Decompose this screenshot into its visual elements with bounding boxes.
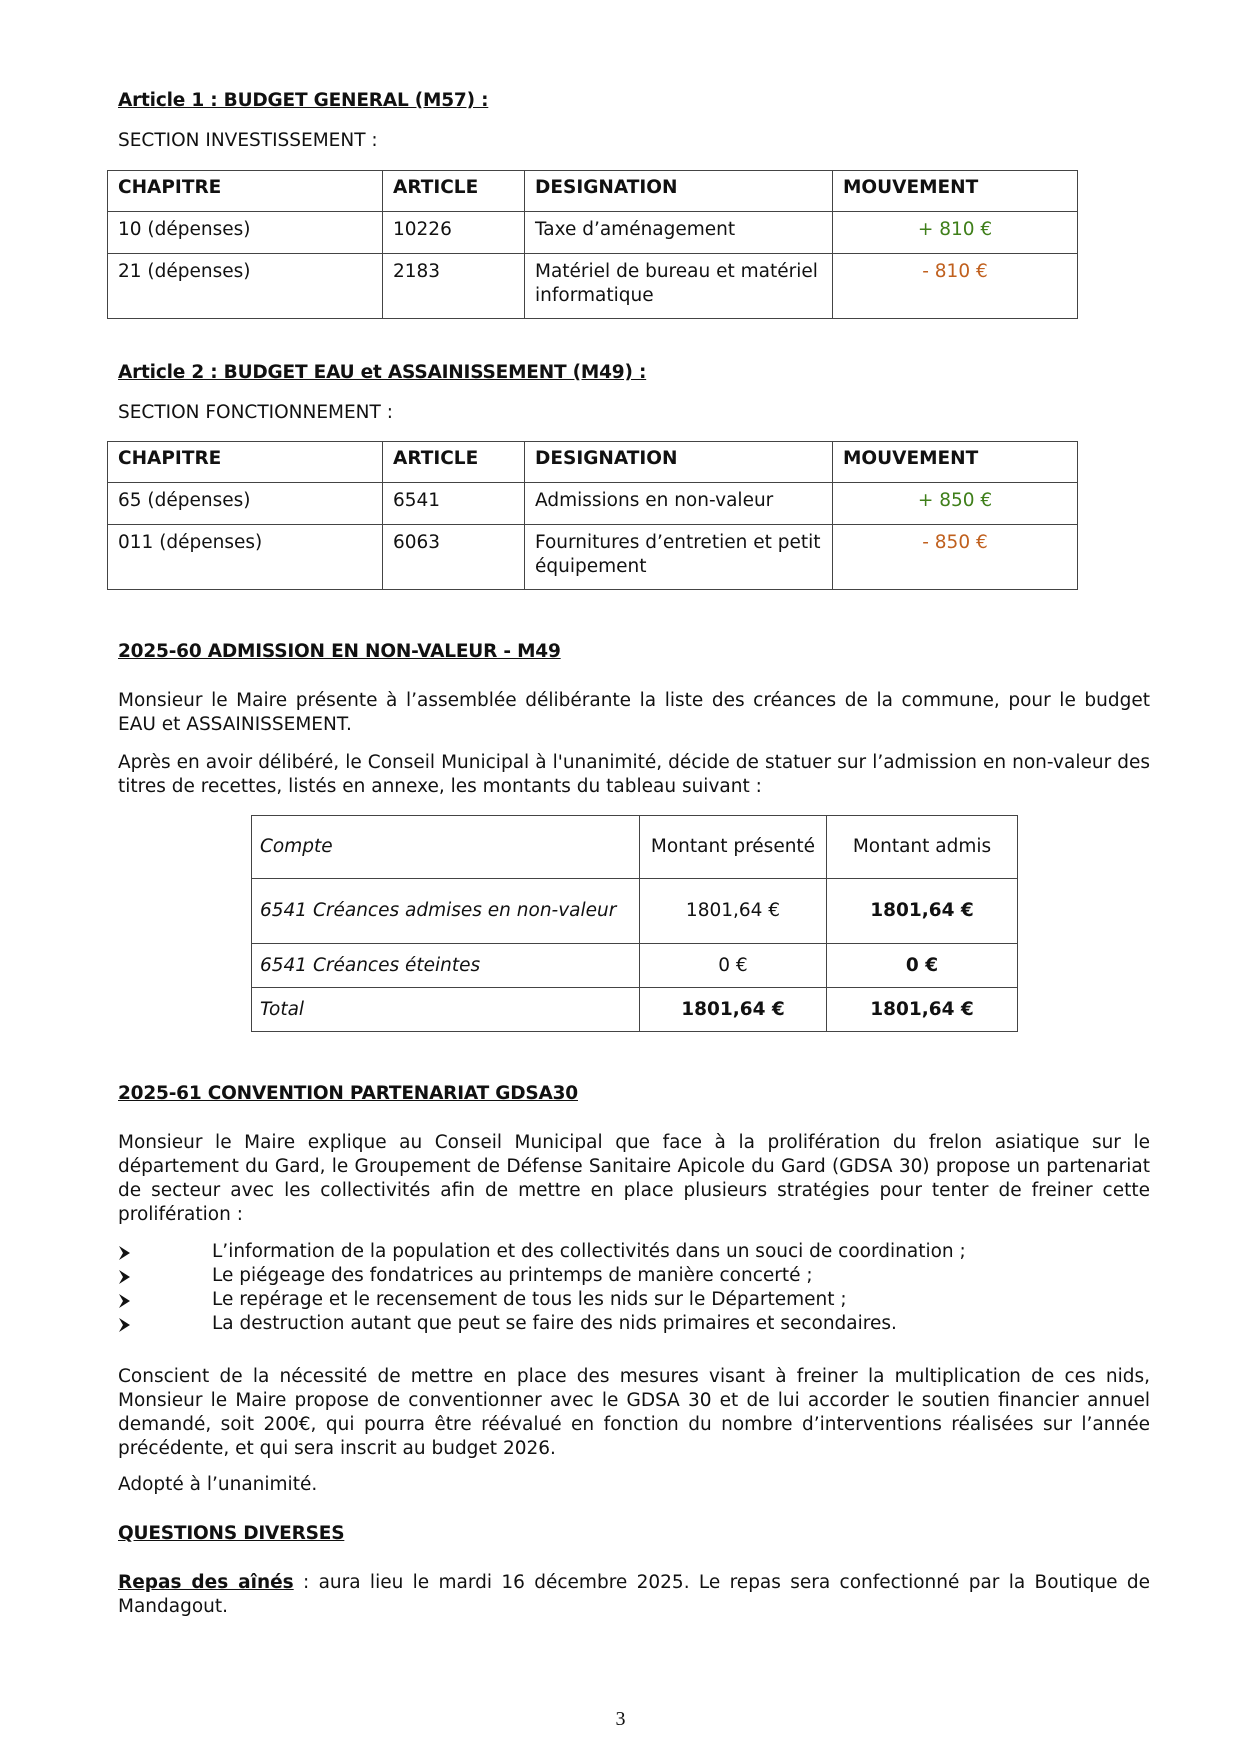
cell-article: 6063 bbox=[383, 525, 525, 590]
header-mouvement: MOUVEMENT bbox=[833, 442, 1078, 483]
cell-montant-presente: 1801,64 € bbox=[640, 988, 827, 1032]
table-row bbox=[108, 525, 1078, 590]
table-row bbox=[252, 879, 1018, 944]
cell-mouvement: + 810 € bbox=[833, 212, 1078, 254]
cell-chapitre: 10 (dépenses) bbox=[108, 212, 383, 254]
table-row-total bbox=[252, 988, 1018, 1032]
table-row bbox=[108, 483, 1078, 525]
header-designation: DESIGNATION bbox=[525, 171, 833, 212]
cell-article: 6541 bbox=[383, 483, 525, 525]
cell-chapitre: 011 (dépenses) bbox=[108, 525, 383, 590]
cell-chapitre: 21 (dépenses) bbox=[108, 254, 383, 319]
header-designation: DESIGNATION bbox=[525, 442, 833, 483]
cell-designation: Matériel de bureau et matériel informatique bbox=[525, 254, 833, 319]
deliberation60-para1: Monsieur le Maire présente à l’assemblée délibérante la liste des créances de la commune, pour le budget EAU et ASSAINISSEMENT. bbox=[118, 690, 1150, 735]
bullet-text: Le repérage et le recensement de tous les nids sur le Département ; bbox=[212, 1289, 847, 1310]
bullet-text: L’information de la population et des collectivités dans un souci de coordination ; bbox=[212, 1241, 966, 1262]
cell-compte: 6541 Créances éteintes bbox=[252, 944, 640, 988]
header-montant-admis: Montant admis bbox=[827, 816, 1018, 879]
deliberation61-vote: Adopté à l’unanimité. bbox=[118, 1474, 318, 1495]
deliberation60-para2: Après en avoir délibéré, le Conseil Municipal à l'unanimité, décide de statuer sur l’admission en non-valeur des titres de recettes, listés en annexe, les montants du tableau suivant : bbox=[118, 752, 1150, 797]
cell-montant-presente: 0 € bbox=[640, 944, 827, 988]
cell-mouvement: - 850 € bbox=[833, 525, 1078, 590]
arrowhead-bullet-icon bbox=[118, 1312, 132, 1341]
cell-montant-presente: 1801,64 € bbox=[640, 879, 827, 944]
cell-designation: Fournitures d’entretien et petit équipement bbox=[525, 525, 833, 590]
cell-article: 10226 bbox=[383, 212, 525, 254]
bullet-text: La destruction autant que peut se faire des nids primaires et secondaires. bbox=[212, 1313, 897, 1334]
header-compte: Compte bbox=[252, 816, 640, 879]
cell-montant-admis: 0 € bbox=[827, 944, 1018, 988]
deliberation60-title: 2025-60 ADMISSION EN NON-VALEUR - M49 bbox=[118, 641, 561, 662]
article2-section: SECTION FONCTIONNEMENT : bbox=[118, 402, 393, 423]
cell-montant-admis: 1801,64 € bbox=[827, 879, 1018, 944]
table-row bbox=[252, 944, 1018, 988]
repas-text: : aura lieu le mardi 16 décembre 2025. Le repas sera confectionné par la Boutique de Mandagout. bbox=[118, 1572, 1150, 1617]
cell-designation: Admissions en non-valeur bbox=[525, 483, 833, 525]
table-header-row bbox=[108, 171, 1078, 212]
cell-article: 2183 bbox=[383, 254, 525, 319]
bullet-text: Le piégeage des fondatrices au printemps de manière concerté ; bbox=[212, 1265, 813, 1286]
article2-title: Article 2 : BUDGET EAU et ASSAINISSEMENT (M49) : bbox=[118, 362, 647, 383]
table-row bbox=[108, 212, 1078, 254]
admission-table bbox=[251, 815, 1018, 1032]
deliberation61-title: 2025-61 CONVENTION PARTENARIAT GDSA30 bbox=[118, 1083, 578, 1104]
cell-compte: 6541 Créances admises en non-valeur bbox=[252, 879, 640, 944]
table-row bbox=[108, 254, 1078, 319]
deliberation61-para1: Monsieur le Maire explique au Conseil Municipal que face à la prolifération du frelon asiatique sur le département du Gard, le Groupement de Défense Sanitaire Apicole du Gard (GDSA 30) propose un partenariat de secteur avec les collectivités afin de mettre en place plusieurs stratégies pour tenter de freiner cette prolifération : bbox=[118, 1132, 1150, 1225]
header-mouvement: MOUVEMENT bbox=[833, 171, 1078, 212]
cell-designation: Taxe d’aménagement bbox=[525, 212, 833, 254]
article1-table bbox=[107, 170, 1078, 319]
header-montant-presente: Montant présenté bbox=[640, 816, 827, 879]
cell-chapitre: 65 (dépenses) bbox=[108, 483, 383, 525]
header-chapitre: CHAPITRE bbox=[108, 171, 383, 212]
article1-section: SECTION INVESTISSEMENT : bbox=[118, 130, 378, 151]
table-header-row bbox=[252, 816, 1018, 879]
header-chapitre: CHAPITRE bbox=[108, 442, 383, 483]
repas-label: Repas des aînés bbox=[118, 1572, 294, 1593]
questions-title: QUESTIONS DIVERSES bbox=[118, 1523, 345, 1544]
page-number: 3 bbox=[615, 1708, 626, 1730]
deliberation61-para2: Conscient de la nécessité de mettre en place des mesures visant à freiner la multiplication de ces nids, Monsieur le Maire propose de conventionner avec le GDSA 30 et de lui accorder le soutien financier annuel demandé, soit 200€, qui pourra être réévalué en fonction du nombre d’interventions réalisées sur l’année précédente, et qui sera inscrit au budget 2026. bbox=[118, 1366, 1150, 1459]
cell-compte: Total bbox=[252, 988, 640, 1032]
article1-title: Article 1 : BUDGET GENERAL (M57) : bbox=[118, 90, 489, 111]
header-article: ARTICLE bbox=[383, 442, 525, 483]
repas-paragraph bbox=[118, 1571, 1150, 1619]
cell-montant-admis: 1801,64 € bbox=[827, 988, 1018, 1032]
header-article: ARTICLE bbox=[383, 171, 525, 212]
table-header-row bbox=[108, 442, 1078, 483]
article2-table bbox=[107, 441, 1078, 590]
cell-mouvement: + 850 € bbox=[833, 483, 1078, 525]
cell-mouvement: - 810 € bbox=[833, 254, 1078, 319]
